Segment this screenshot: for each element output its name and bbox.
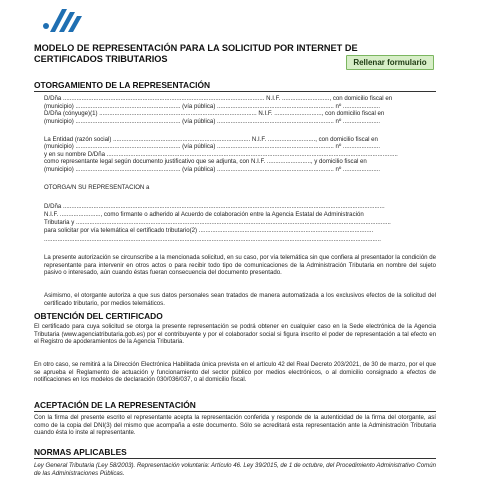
form-line[interactable]: (municipio) .............................................................. (vía pública) ..................................................................... nº ...................... (44, 143, 381, 150)
obtencion-paragraph: El certificado para cuya solicitud se otorga la presente representación se podrá obtener en cualquier caso en la Sede electrónica de la Agencia Tributaria (www.agenciatributaria.gob.es) por el contribuyente y por el colaborador social si figura inscrito el poder de representación a tal efecto en el Registro de apoderamientos de la Agencia Tributaria. (34, 323, 436, 346)
section-heading-aceptacion: ACEPTACIÓN DE LA REPRESENTACIÓN (34, 400, 196, 410)
form-line[interactable]: como representante legal según documento justificativo que se adjunta, con N.I.F. .........................., y domicilio fiscal en (44, 158, 367, 165)
data-consent-paragraph: Asimismo, el otorgante autoriza a que sus datos personales sean tratados de manera automatizada a los exclusivos efectos de la solicitud del certificado tributario, por medios telemáticos. (44, 292, 436, 307)
authorization-paragraph: La presente autorización se circunscribe a la mencionada solicitud, en su caso, por vía telemática sin que confiera al presentador la condición de representante para intervenir en otros actos o para recibir todo tipo de comunicaciones de la Administración Tributaria en nombre del sujeto pasivo o interesado, aún cuando éstas fueran consecuencia del documento presentado. (44, 254, 436, 277)
otorga-label: OTORGA/N SU REPRESENTACIÓN a (44, 184, 150, 191)
form-line[interactable]: D/Dña ....................................................................................................................... N.I.F. ............................, con domicilio fiscal en (44, 95, 393, 102)
rep-line[interactable]: N.I.F. ........................, como firmante o adherido al Acuerdo de colaboración entre la Agencia Estatal de Administración (44, 211, 364, 218)
rep-line[interactable]: Tributaria y .......................................................................................................................................................................................... (44, 219, 391, 226)
form-line[interactable]: (municipio) .............................................................. (vía pública) ..................................................................... nº ...................... (44, 166, 381, 173)
fill-form-button[interactable]: Rellenar formulario (346, 55, 434, 70)
aceptacion-paragraph: Con la firma del presente escrito el representante acepta la representación conferida y responde de la autenticidad de la firma del otorgante, así como de la copia del DNI(3) del mismo que acompaña a este documento. Sólo se acreditará esta representación ante la Administración Tributaria cuando ésta lo inste al representante. (34, 414, 436, 437)
normas-paragraph: Ley General Tributaria (Ley 58/2003). Representación voluntaria: Artículo 46. Ley 39/2015, de 1 de octubre, del Procedimiento Administrativo Común de las Administraciones Públicas. (34, 462, 436, 477)
form-line[interactable]: D/Dña (cónyuge)(1) ............................................................................................. N.I.F. ............................, con domicilio fiscal en (44, 110, 385, 117)
obtencion-paragraph-2: En otro caso, se remitirá a la Dirección Electrónica Habilitada única prevista en el artículo 42 del Real Decreto 203/2021, de 30 de marzo, por el que se aprueba el Reglamento de actuación y funcionamiento del sector público por medios electrónicos, o al domicilio consignado a efectos de notificaciones en los modelos de declaración 030/036/037, o al domicilio fiscal. (34, 361, 436, 384)
section-heading-obtencion: OBTENCIÓN DEL CERTIFICADO (34, 311, 163, 321)
rep-line[interactable]: para solicitar por vía telemática el certificado tributario(2) ....................................................................................................... (44, 227, 374, 234)
form-line[interactable]: (municipio) .............................................................. (vía pública) ..................................................................... nº ...................... (44, 103, 381, 110)
form-line[interactable]: La Entidad (razón social) ................................................................................. N.I.F. ............................, con domicilio fiscal en (44, 136, 378, 143)
document-title: MODELO DE REPRESENTACIÓN PARA LA SOLICITUD POR INTERNET DE CERTIFICADOS TRIBUTARIOS (34, 43, 358, 64)
section-heading-normas: NORMAS APLICABLES (34, 447, 127, 457)
rep-line[interactable]: ....................................................................................................................................................................................................... (44, 236, 381, 243)
form-line[interactable]: (municipio) .............................................................. (vía pública) ..................................................................... nº ...................... (44, 118, 381, 125)
section-heading-otorgamiento: OTORGAMIENTO DE LA REPRESENTACIÓN (34, 80, 211, 90)
section-divider (34, 91, 436, 92)
agencia-tributaria-logo (34, 6, 90, 34)
form-line[interactable]: y en su nombre D/Dña ............................................................................................................................................................................ (44, 151, 398, 158)
section-divider (34, 458, 436, 459)
section-divider (34, 411, 436, 412)
rep-line[interactable]: D/Dña .............................................................................................................................................................................................. (44, 203, 385, 210)
